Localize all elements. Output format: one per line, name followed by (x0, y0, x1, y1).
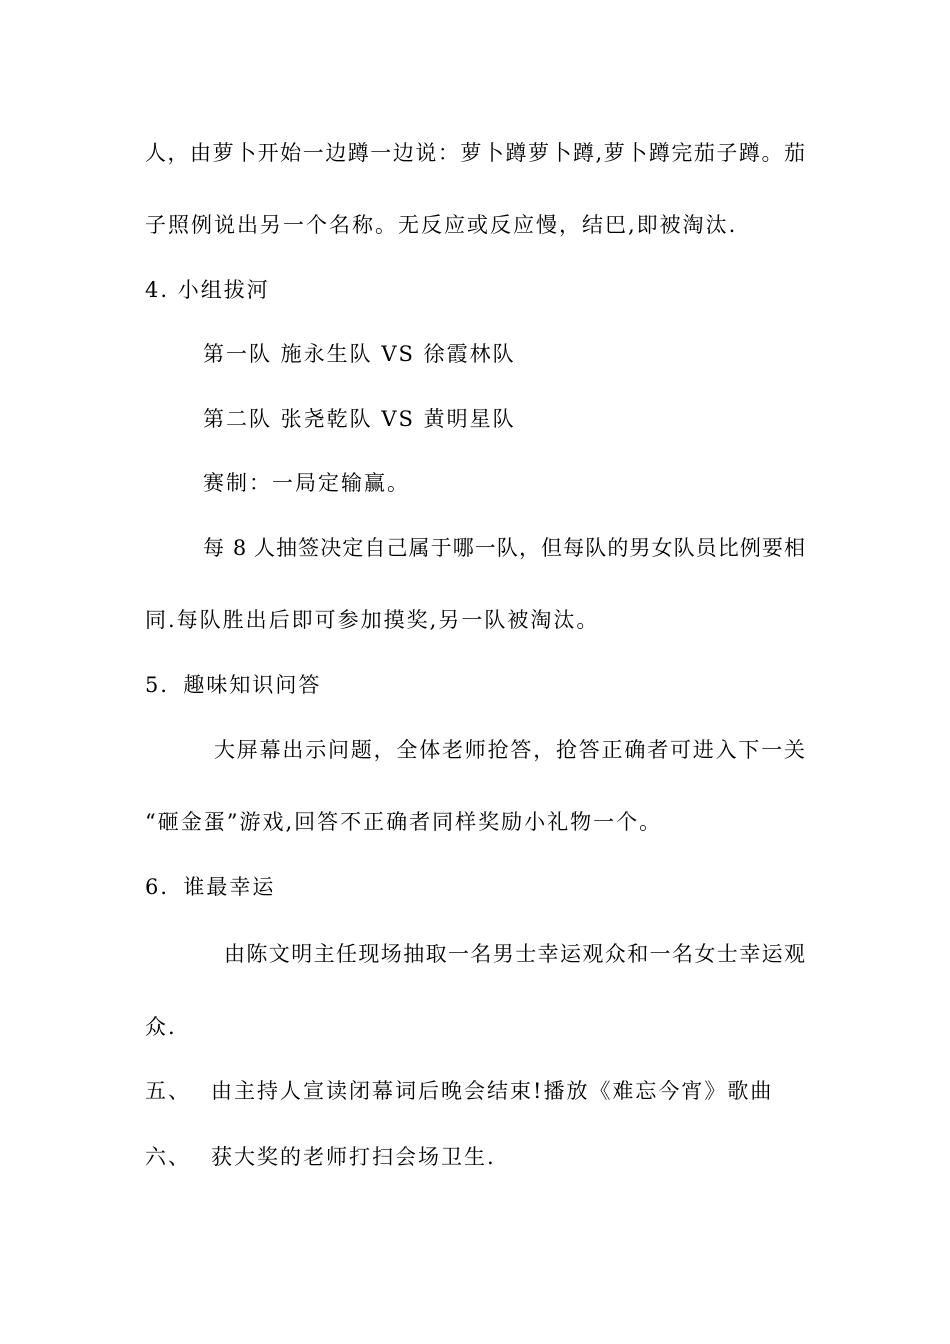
rules-line: 赛制：一局定输赢。 (203, 471, 410, 495)
paragraph-line: 每 8 人抽签决定自己属于哪一队，但每队的男女队员比例要相 (203, 536, 805, 560)
section-number: 六、 (145, 1145, 191, 1169)
section-text: 获大奖的老师打扫会场卫生. (211, 1145, 496, 1169)
paragraph-line: 大屏幕出示问题，全体老师抢答，抢答正确者可进入下一关 (214, 738, 805, 762)
paragraph-line: 众. (145, 1015, 177, 1039)
section-number: 五、 (145, 1079, 191, 1103)
section-text: 由主持人宣读闭幕词后晚会结束!播放《难忘今宵》歌曲 (211, 1079, 774, 1103)
paragraph-line: 由陈文明主任现场抽取一名男士幸运观众和一名女士幸运观 (224, 942, 805, 966)
paragraph-line: 子照例说出另一个名称。无反应或反应慢，结巴,即被淘汰. (145, 213, 738, 237)
section-line (145, 1077, 773, 1105)
section-line (145, 1143, 496, 1171)
team-line: 第一队 施永生队 VS 徐霞林队 (203, 342, 516, 366)
team-line: 第二队 张尧乾队 VS 黄明星队 (203, 407, 516, 431)
item-heading: 4. 小组拔河 (145, 278, 270, 302)
item-heading: 6．谁最幸运 (145, 875, 276, 899)
paragraph-line: 同.每队胜出后即可参加摸奖,另一队被淘汰。 (145, 608, 600, 632)
paragraph-line: “砸金蛋”游戏,回答不正确者同样奖励小礼物一个。 (145, 810, 663, 834)
paragraph-line: 人，由萝卜开始一边蹲一边说：萝卜蹲萝卜蹲,萝卜蹲完茄子蹲。茄 (145, 141, 805, 165)
item-heading: 5．趣味知识问答 (145, 673, 322, 697)
